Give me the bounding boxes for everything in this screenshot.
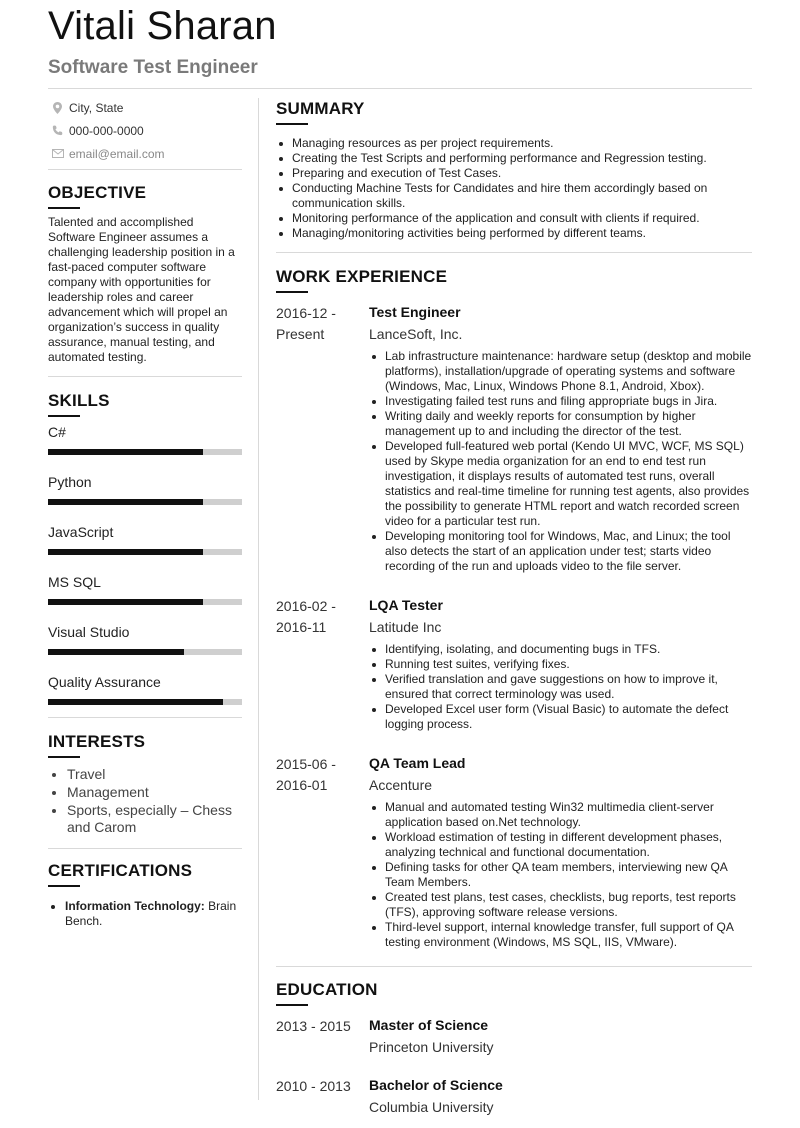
skills-heading: SKILLS — [48, 391, 110, 410]
skill-item — [48, 473, 242, 505]
skill-name: Quality Assurance — [48, 674, 161, 690]
envelope-icon — [48, 149, 67, 158]
list-item: Created test plans, test cases, checklists, bug reports, test reports (TFS), approving software release versions. — [369, 890, 752, 920]
heading-underline — [48, 756, 80, 758]
education-school: Princeton University — [369, 1039, 494, 1055]
skill-name: Visual Studio — [48, 624, 130, 640]
skill-bar — [48, 499, 242, 505]
job-title: Software Test Engineer — [48, 57, 258, 78]
work-role: Test Engineer — [369, 304, 461, 320]
skill-bar — [48, 649, 242, 655]
education-heading: EDUCATION — [276, 980, 378, 999]
objective-heading: OBJECTIVE — [48, 183, 147, 202]
list-item: Preparing and execution of Test Cases. — [276, 166, 752, 181]
phone-text: 000-000-0000 — [69, 123, 144, 138]
objective-section — [48, 183, 242, 365]
work-entry — [276, 754, 752, 950]
list-item: Identifying, isolating, and documenting bugs in TFS. — [369, 642, 752, 657]
skill-bar — [48, 599, 242, 605]
work-entry — [276, 596, 752, 732]
contact-info — [48, 96, 242, 165]
heading-underline — [276, 123, 308, 125]
skill-name: Python — [48, 474, 92, 490]
heading-underline — [48, 207, 80, 209]
list-item: Travel — [48, 766, 242, 783]
list-item: Creating the Test Scripts and performing performance and Regression testing. — [276, 151, 752, 166]
skill-bar — [48, 549, 242, 555]
work-bullets — [369, 800, 752, 950]
work-experience-section — [276, 267, 752, 950]
list-item: Lab infrastructure maintenance: hardware setup (desktop and mobile platforms), installation/upgrade of operating systems and software (Windows, Mac, Linux, Windows Phone 8.1, Android, Xbox). — [369, 349, 752, 394]
interests-heading: INTERESTS — [48, 732, 146, 751]
list-item: Manual and automated testing Win32 multimedia client-server application based on.Net technology. — [369, 800, 752, 830]
certifications-heading: CERTIFICATIONS — [48, 861, 193, 880]
education-degree: Bachelor of Science — [369, 1077, 503, 1093]
list-item — [48, 899, 242, 929]
summary-section — [276, 99, 752, 241]
education-date: 2013 - 2015 — [276, 1018, 351, 1034]
interests-section — [48, 732, 242, 836]
work-role: LQA Tester — [369, 597, 443, 613]
skill-bar-fill — [48, 549, 203, 555]
main-content — [276, 96, 752, 1116]
list-item: Investigating failed test runs and filing appropriate bugs in Jira. — [369, 394, 752, 409]
skill-bar — [48, 449, 242, 455]
heading-underline — [48, 885, 80, 887]
skill-item — [48, 423, 242, 455]
skill-item — [48, 623, 242, 655]
list-item: Running test suites, verifying fixes. — [369, 657, 752, 672]
section-divider — [276, 252, 752, 253]
list-item: Verified translation and gave suggestions on how to improve it, ensured that correct terminology was used. — [369, 672, 752, 702]
skill-name: MS SQL — [48, 574, 101, 590]
list-item: Monitoring performance of the application and consult with clients if required. — [276, 211, 752, 226]
work-company: LanceSoft, Inc. — [369, 326, 463, 342]
list-item: Developed Excel user form (Visual Basic) to automate the defect logging process. — [369, 702, 752, 732]
skill-bar-fill — [48, 449, 203, 455]
list-item: Writing daily and weekly reports for consumption by higher management up to and including the director of the test. — [369, 409, 752, 439]
objective-text: Talented and accomplished Software Engineer assumes a challenging leadership position in a fast-paced computer software company with opportunities for leadership roles and career advancement which will propel an organization’s success in quality assurance, manual testing, and automated testing. — [48, 215, 235, 364]
contact-phone — [48, 119, 242, 142]
work-date: 2016-02 - 2016-11 — [276, 598, 336, 635]
certifications-list — [48, 899, 242, 929]
heading-underline — [276, 1004, 308, 1006]
skill-name: C# — [48, 424, 66, 440]
location-text: City, State — [69, 100, 124, 115]
interests-list — [48, 766, 242, 836]
contact-email[interactable] — [48, 142, 242, 165]
skill-bar-fill — [48, 649, 184, 655]
list-item: Managing resources as per project requirements. — [276, 136, 752, 151]
skill-bar-fill — [48, 599, 203, 605]
list-item: Defining tasks for other QA team members, interviewing new QA Team Members. — [369, 860, 752, 890]
work-company: Latitude Inc — [369, 619, 442, 635]
work-company: Accenture — [369, 777, 433, 793]
skill-item — [48, 673, 242, 705]
education-date: 2010 - 2013 — [276, 1078, 351, 1094]
phone-icon — [48, 125, 67, 136]
header-divider — [48, 88, 752, 89]
candidate-name: Vitali Sharan — [48, 4, 277, 48]
heading-underline — [48, 415, 80, 417]
section-divider — [276, 966, 752, 967]
list-item: Management — [48, 784, 242, 801]
work-experience-heading: WORK EXPERIENCE — [276, 267, 448, 286]
list-item: Sports, especially – Chess and Carom — [48, 802, 242, 836]
skill-name: JavaScript — [48, 524, 114, 540]
work-role: QA Team Lead — [369, 755, 466, 771]
column-divider — [258, 98, 259, 1100]
work-date: 2015-06 - 2016-01 — [276, 756, 336, 793]
education-section — [276, 980, 752, 1116]
section-divider — [48, 717, 242, 718]
work-date: 2016-12 - Present — [276, 305, 336, 342]
section-divider — [48, 848, 242, 849]
skill-bar-fill — [48, 699, 223, 705]
education-entry — [276, 1076, 752, 1116]
list-item: Conducting Machine Tests for Candidates and hire them accordingly based on communication skills. — [276, 181, 752, 211]
heading-underline — [276, 291, 308, 293]
skill-bar-fill — [48, 499, 203, 505]
cert-label: Information Technology: — [65, 899, 205, 913]
summary-list — [276, 136, 752, 241]
education-entry — [276, 1016, 752, 1056]
list-item: Managing/monitoring activities being performed by different teams. — [276, 226, 752, 241]
cert-value: Brain Bench. — [65, 899, 237, 928]
skills-section — [48, 391, 242, 705]
education-degree: Master of Science — [369, 1017, 489, 1033]
list-item: Developed full-featured web portal (Kendo UI MVC, WCF, MS SQL) used by Skype media organization for an end to end test run investigation, it displays results of automated test runs, overall statistics and real-time timeline for running test agents, also provides the possibility to generate HTML report and watch recorded screen video for a particular test run. — [369, 439, 752, 529]
map-pin-icon — [48, 102, 67, 114]
education-school: Columbia University — [369, 1099, 494, 1115]
sidebar — [48, 96, 242, 929]
certifications-section — [48, 861, 242, 929]
work-bullets — [369, 349, 752, 574]
section-divider — [48, 376, 242, 377]
skill-item — [48, 573, 242, 605]
list-item: Third-level support, internal knowledge transfer, full support of QA testing environment (Windows, MS SQL, IIS, VMware). — [369, 920, 752, 950]
work-bullets — [369, 642, 752, 732]
summary-heading: SUMMARY — [276, 99, 365, 118]
list-item: Workload estimation of testing in different development phases, analyzing technical and functional documentation. — [369, 830, 752, 860]
contact-location — [48, 96, 242, 119]
skill-bar — [48, 699, 242, 705]
email-link[interactable]: email@email.com — [69, 146, 165, 161]
skill-item — [48, 523, 242, 555]
work-entry — [276, 303, 752, 574]
list-item: Developing monitoring tool for Windows, Mac, and Linux; the tool also detects the start of an application under test; starts video recording of the run and uploads video to the file server. — [369, 529, 752, 574]
section-divider — [48, 169, 242, 170]
